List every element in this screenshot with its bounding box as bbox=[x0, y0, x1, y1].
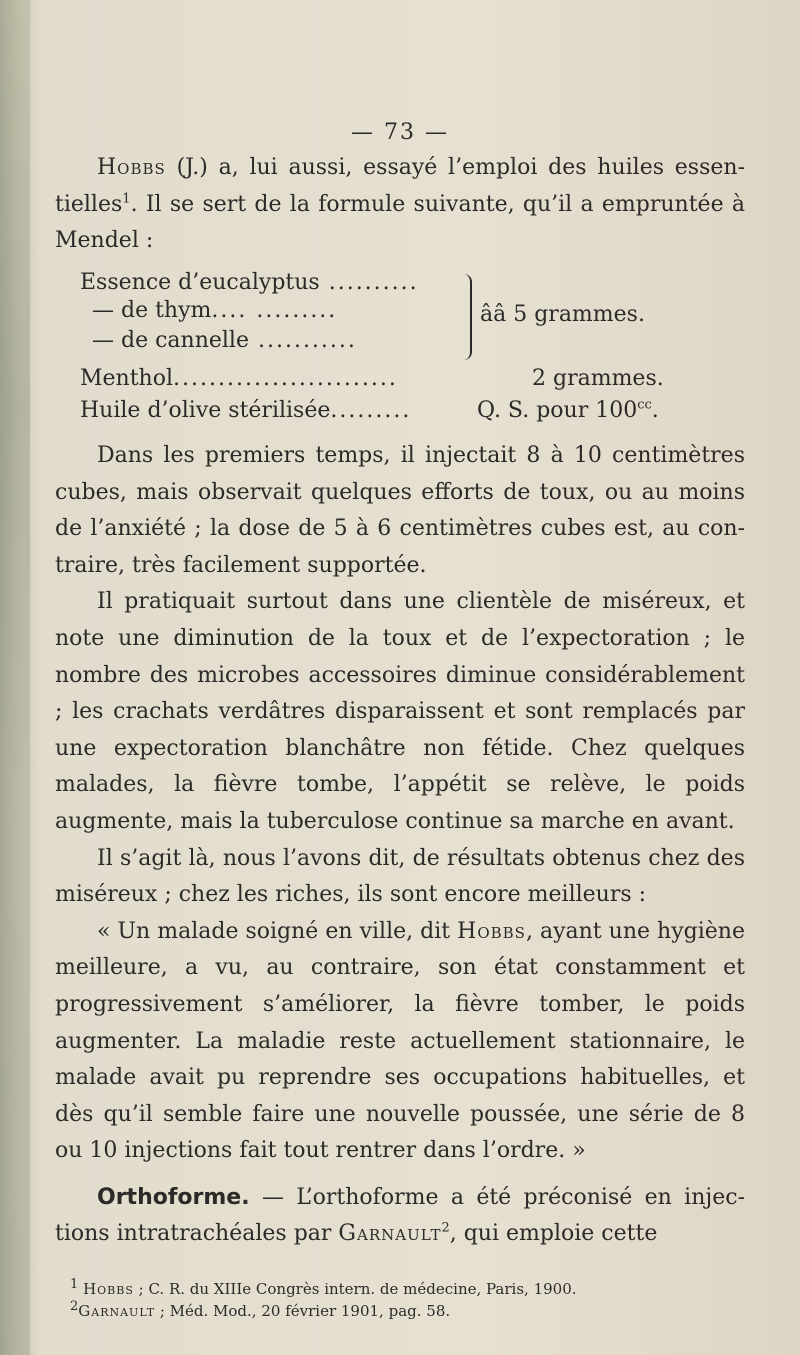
footnote-ref-1: 1 bbox=[122, 191, 131, 207]
paragraph-3: Il s’agit là, nous l’avons dit, de résultats obtenus chez des miséreux ; chez les riches, ils sont encore meilleurs : bbox=[55, 845, 745, 908]
footnote-2: $^2$Garnault ; Méd. Mod., 20 février 1901, pag. 58. bbox=[70, 1299, 451, 1320]
formula-row-huile: Huile d’olive stérilisée......... bbox=[80, 398, 412, 423]
formula-row-eucalyptus: Essence d’eucalyptus .......... bbox=[80, 270, 419, 295]
intro-paragraph: Hobbs (J.) a, lui aussi, essayé l’emploi des huiles essentielles$^1$. Il se sert de la formule suivante, qu’il a empruntée à Mendel : bbox=[55, 155, 745, 254]
formula-brace bbox=[460, 274, 472, 360]
paragraph-2: Il pratiquait surtout dans une clientèle de miséreux, et note une diminution de la toux et de l’expectoration ; le nombre des microbes accessoires diminue considérablement ; les crachats verdâtres disparaissent et sont remplacés par une expectoration blanchâtre non fétide. Chez quelques malades, la fièvre tombe, l’appétit se relève, le poids augmente, mais la tuberculose continue sa marche en avant. bbox=[55, 589, 745, 834]
page-number: — 73 — bbox=[351, 120, 449, 145]
page-edge-shadow bbox=[0, 0, 30, 1355]
formula-menthol-value: 2 grammes. bbox=[532, 366, 664, 391]
formula-row-menthol: Menthol......................... bbox=[80, 366, 398, 391]
paragraph-orthoforme: Orthoforme. — L’orthoforme a été préconisé en injections intratrachéales par Garnault$^2$, qui emploie cette bbox=[55, 1184, 745, 1247]
formula-row-cannelle: — de cannelle ........... bbox=[92, 328, 357, 353]
author-hobbs-quote: Hobbs bbox=[457, 918, 526, 944]
paragraph-4: « Un malade soigné en ville, dit Hobbs, ayant une hygiène meilleure, a vu, au contraire, son état constamment et progressivement s’améliorer, la fièvre tomber, le poids augmenter. La maladie reste actuellement stationnaire, le malade avait pu reprendre ses occupations habituelles, et dès qu’il semble faire une nouvelle poussée, une série de 8 ou 10 injections fait tout rentrer dans l’ordre. » bbox=[55, 918, 745, 1164]
footnotes bbox=[70, 1278, 750, 1322]
paragraph-1: Dans les premiers temps, il injectait 8 à 10 centimètres cubes, mais observait quelques efforts de toux, ou au moins de l’anxiété ; la dose de 5 à 6 centimètres cubes est, au contraire, très facilement supportée. bbox=[55, 443, 745, 578]
section-heading-orthoforme: Orthoforme. bbox=[97, 1184, 250, 1210]
author-garnault: Garnault bbox=[338, 1221, 442, 1247]
formula-bracket-note: ââ 5 grammes. bbox=[480, 302, 645, 327]
formula-huile-value: Q. S. pour $100^{cc}$. bbox=[477, 397, 659, 423]
formula-row-thym: — de thym.... ......... bbox=[92, 298, 338, 323]
body-text bbox=[55, 438, 745, 1253]
footnote-1: $^1$ Hobbs ; C. R. du XIIIe Congrès intern. de médecine, Paris, 1900. bbox=[70, 1277, 577, 1298]
author-hobbs: Hobbs bbox=[97, 155, 166, 180]
footnote-ref-2: 2 bbox=[441, 1221, 450, 1237]
